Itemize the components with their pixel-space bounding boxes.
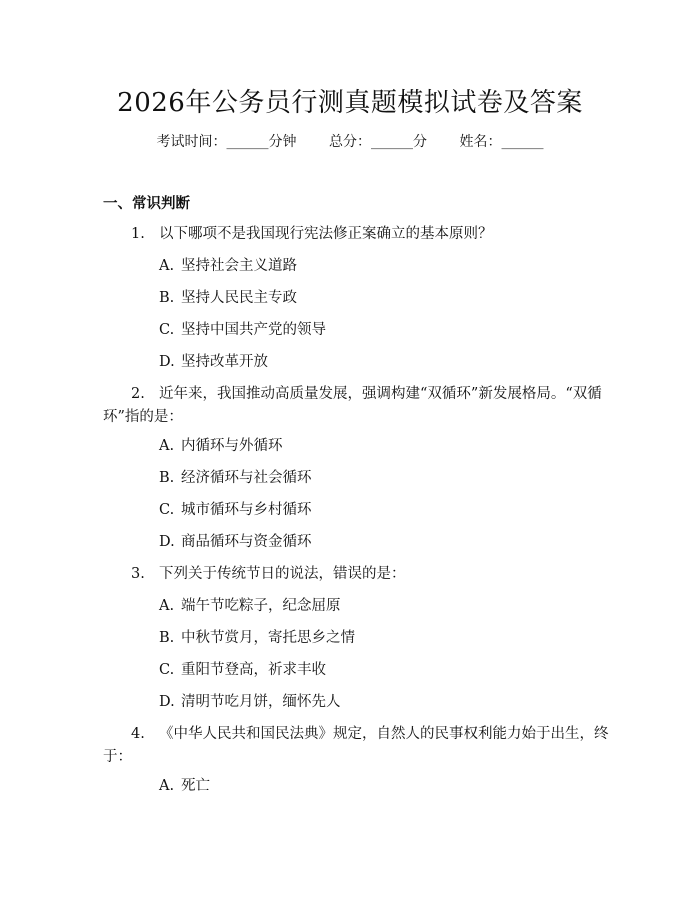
option-text: 坚持社会主义道路 [181,258,297,274]
option-1a [159,254,297,275]
option-letter: C. [159,322,175,338]
option-letter: D. [159,534,175,550]
question-number: 2. [131,386,145,402]
option-letter: C. [159,662,175,678]
question-text: 《中华人民共和国民法典》规定，自然人的民事权利能力始于出生，终 [159,726,609,742]
question-3 [131,562,406,583]
section-heading: 一、常识判断 [103,195,190,212]
option-3c [159,658,326,679]
exam-info-line [0,131,700,151]
option-text: 端午节吃粽子，纪念屈原 [181,598,341,614]
question-4-continuation: 于： [103,749,132,765]
question-text: 近年来，我国推动高质量发展，强调构建“双循环”新发展格局。“双循 [159,386,602,402]
option-text: 城市循环与乡村循环 [181,502,312,518]
option-2a [159,434,283,455]
option-letter: D. [159,694,175,710]
option-3a [159,594,341,615]
question-number: 1. [131,226,145,242]
option-text: 重阳节登高，祈求丰收 [181,662,326,678]
option-text: 清明节吃月饼，缅怀先人 [181,694,341,710]
total-score-field: 总分：______分 [329,134,427,150]
option-letter: B. [159,630,175,646]
option-letter: D. [159,354,175,370]
option-2b [159,466,312,487]
option-1c [159,318,326,339]
option-1b [159,286,297,307]
option-1d [159,350,268,371]
question-text: 下列关于传统节日的说法，错误的是： [159,566,406,582]
option-letter: B. [159,290,175,306]
question-1 [131,222,493,243]
question-text: 以下哪项不是我国现行宪法修正案确立的基本原则？ [159,226,493,242]
question-2-continuation: 环”指的是： [103,409,183,425]
option-text: 坚持改革开放 [181,354,268,370]
option-3d [159,690,341,711]
option-letter: A. [159,778,175,794]
option-letter: A. [159,258,175,274]
option-text: 坚持人民民主专政 [181,290,297,306]
name-field: 姓名：______ [459,134,544,150]
option-text: 中秋节赏月，寄托思乡之情 [181,630,355,646]
option-2d [159,530,312,551]
question-number: 3. [131,566,145,582]
question-number: 4. [131,726,145,742]
document-title: 2026年公务员行测真题模拟试卷及答案 [117,88,583,118]
option-text: 内循环与外循环 [181,438,283,454]
option-text: 经济循环与社会循环 [181,470,312,486]
question-4 [131,722,609,743]
option-letter: A. [159,438,175,454]
option-text: 坚持中国共产党的领导 [181,322,326,338]
option-text: 商品循环与资金循环 [181,534,312,550]
option-2c [159,498,312,519]
option-letter: C. [159,502,175,518]
option-text: 死亡 [181,778,210,794]
option-4a [159,774,210,795]
option-letter: A. [159,598,175,614]
exam-time-field: 考试时间：______分钟 [156,134,297,150]
question-2 [131,382,602,403]
option-3b [159,626,355,647]
option-letter: B. [159,470,175,486]
